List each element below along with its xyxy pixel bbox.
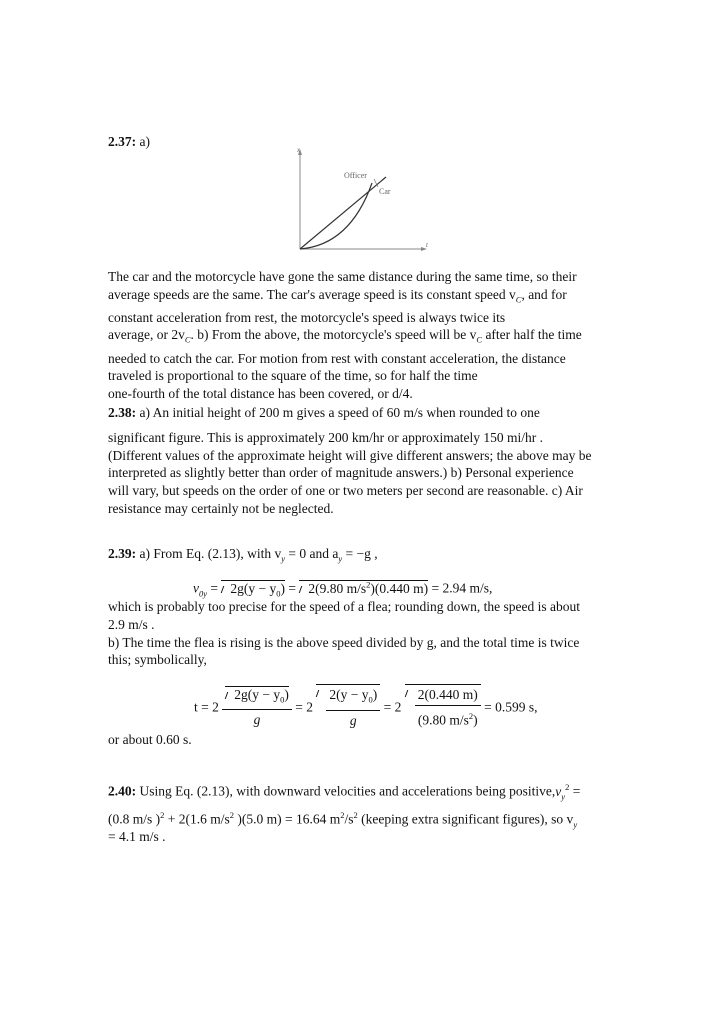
y-axis-label: x — [297, 146, 301, 154]
distance-time-graph — [288, 143, 428, 255]
officer-curve — [300, 183, 372, 249]
text-line: will vary, but speeds on the order of one or two meters per second are reasonable. c) Air — [108, 483, 583, 499]
problem-2-39-text — [108, 598, 628, 669]
problem-2-38-text — [108, 404, 628, 518]
problem-label: 2.37: — [108, 134, 137, 149]
text-line: (Different values of the approximate height will give different answers; the above may be — [108, 447, 592, 463]
text-line: The car and the motorcycle have gone the same distance during the same time, so their — [108, 269, 577, 284]
car-label: Car — [379, 187, 391, 196]
text-line: 2.38: a) An initial height of 200 m gives a speed of 60 m/s when rounded to one — [108, 405, 540, 420]
text-line: constant acceleration from rest, the motorcycle's speed is always twice its — [108, 309, 506, 325]
text-line: needed to catch the car. For motion from rest with constant acceleration, the distance — [108, 350, 566, 366]
problem-2-39-line1: 2.39: a) From Eq. (2.13), with $v_y = 0$ and $a_y = -g$ , — [108, 546, 378, 564]
text-line: traveled is proportional to the square of the time, so for half the time — [108, 368, 478, 384]
officer-label: Officer — [344, 171, 367, 180]
text-line: 2.9 m/s . — [108, 616, 155, 632]
text-line: average speeds are the same. The car's average speed is its constant speed $v_C$, and for — [108, 286, 567, 305]
part-a-label: a) — [136, 134, 150, 149]
problem-2-37-heading — [108, 134, 150, 150]
problem-2-40-line1: 2.40: Using Eq. (2.13), with downward velocities and accelerations being $positive,v_y^2$ = — [108, 782, 581, 802]
problem-label: 2.39: — [108, 546, 137, 561]
x-axis-label: t — [426, 241, 428, 249]
text-line: one-fourth of the total distance has been covered, or d/4. — [108, 385, 413, 401]
equation-v0y: $v_{0y} = 2g(y - y_0) = 2(9.80$ $m/s^2)(0.440$ m) = 2.94 m/s, — [193, 579, 493, 599]
problem-2-40-line3: = 4.1 m/s . — [108, 829, 166, 844]
problem-2-40-line2: (0.8 m/s )$^2$ + 2(1.6 $m/s^2$ )(5.0 m) = 16.64 $m^2/s^2$ (keeping extra significant figures), so $v_y$ — [108, 810, 578, 830]
text-line: b) The time the flea is rising is the above speed divided by g, and the total time is twice — [108, 634, 580, 650]
problem-label: 2.40: — [108, 783, 137, 799]
problem-2-37-text — [108, 268, 628, 403]
text-line: this; symbolically, — [108, 652, 207, 668]
text-line: significant figure. This is approximately 200 km/hr or approximately 150 mi/hr . — [108, 429, 544, 445]
text-line: average, or $2v_C$. b) From the above, the motorcycle's speed will be $v_C$ after half the time — [108, 327, 582, 346]
text-line: which is probably too precise for the speed of a flea; rounding down, the speed is about — [108, 599, 580, 614]
equation-time: t = 2 $\frac{2g(y - y_0)}{g}$ = 2 $\frac{2(y - y_0)}{g}$ = 2 $\frac{2(0.440 m)}{(9.80 m/s^2)}$ = 0.599 s, — [194, 684, 537, 731]
text-line: or about 0.60 s. — [108, 732, 192, 747]
text-line: resistance may certainly not be neglected. — [108, 500, 334, 516]
text-line: interpreted as slightly better than order of magnitude answers.) b) Personal experience — [108, 465, 574, 481]
problem-label: 2.38: — [108, 405, 137, 420]
car-line — [300, 177, 386, 249]
